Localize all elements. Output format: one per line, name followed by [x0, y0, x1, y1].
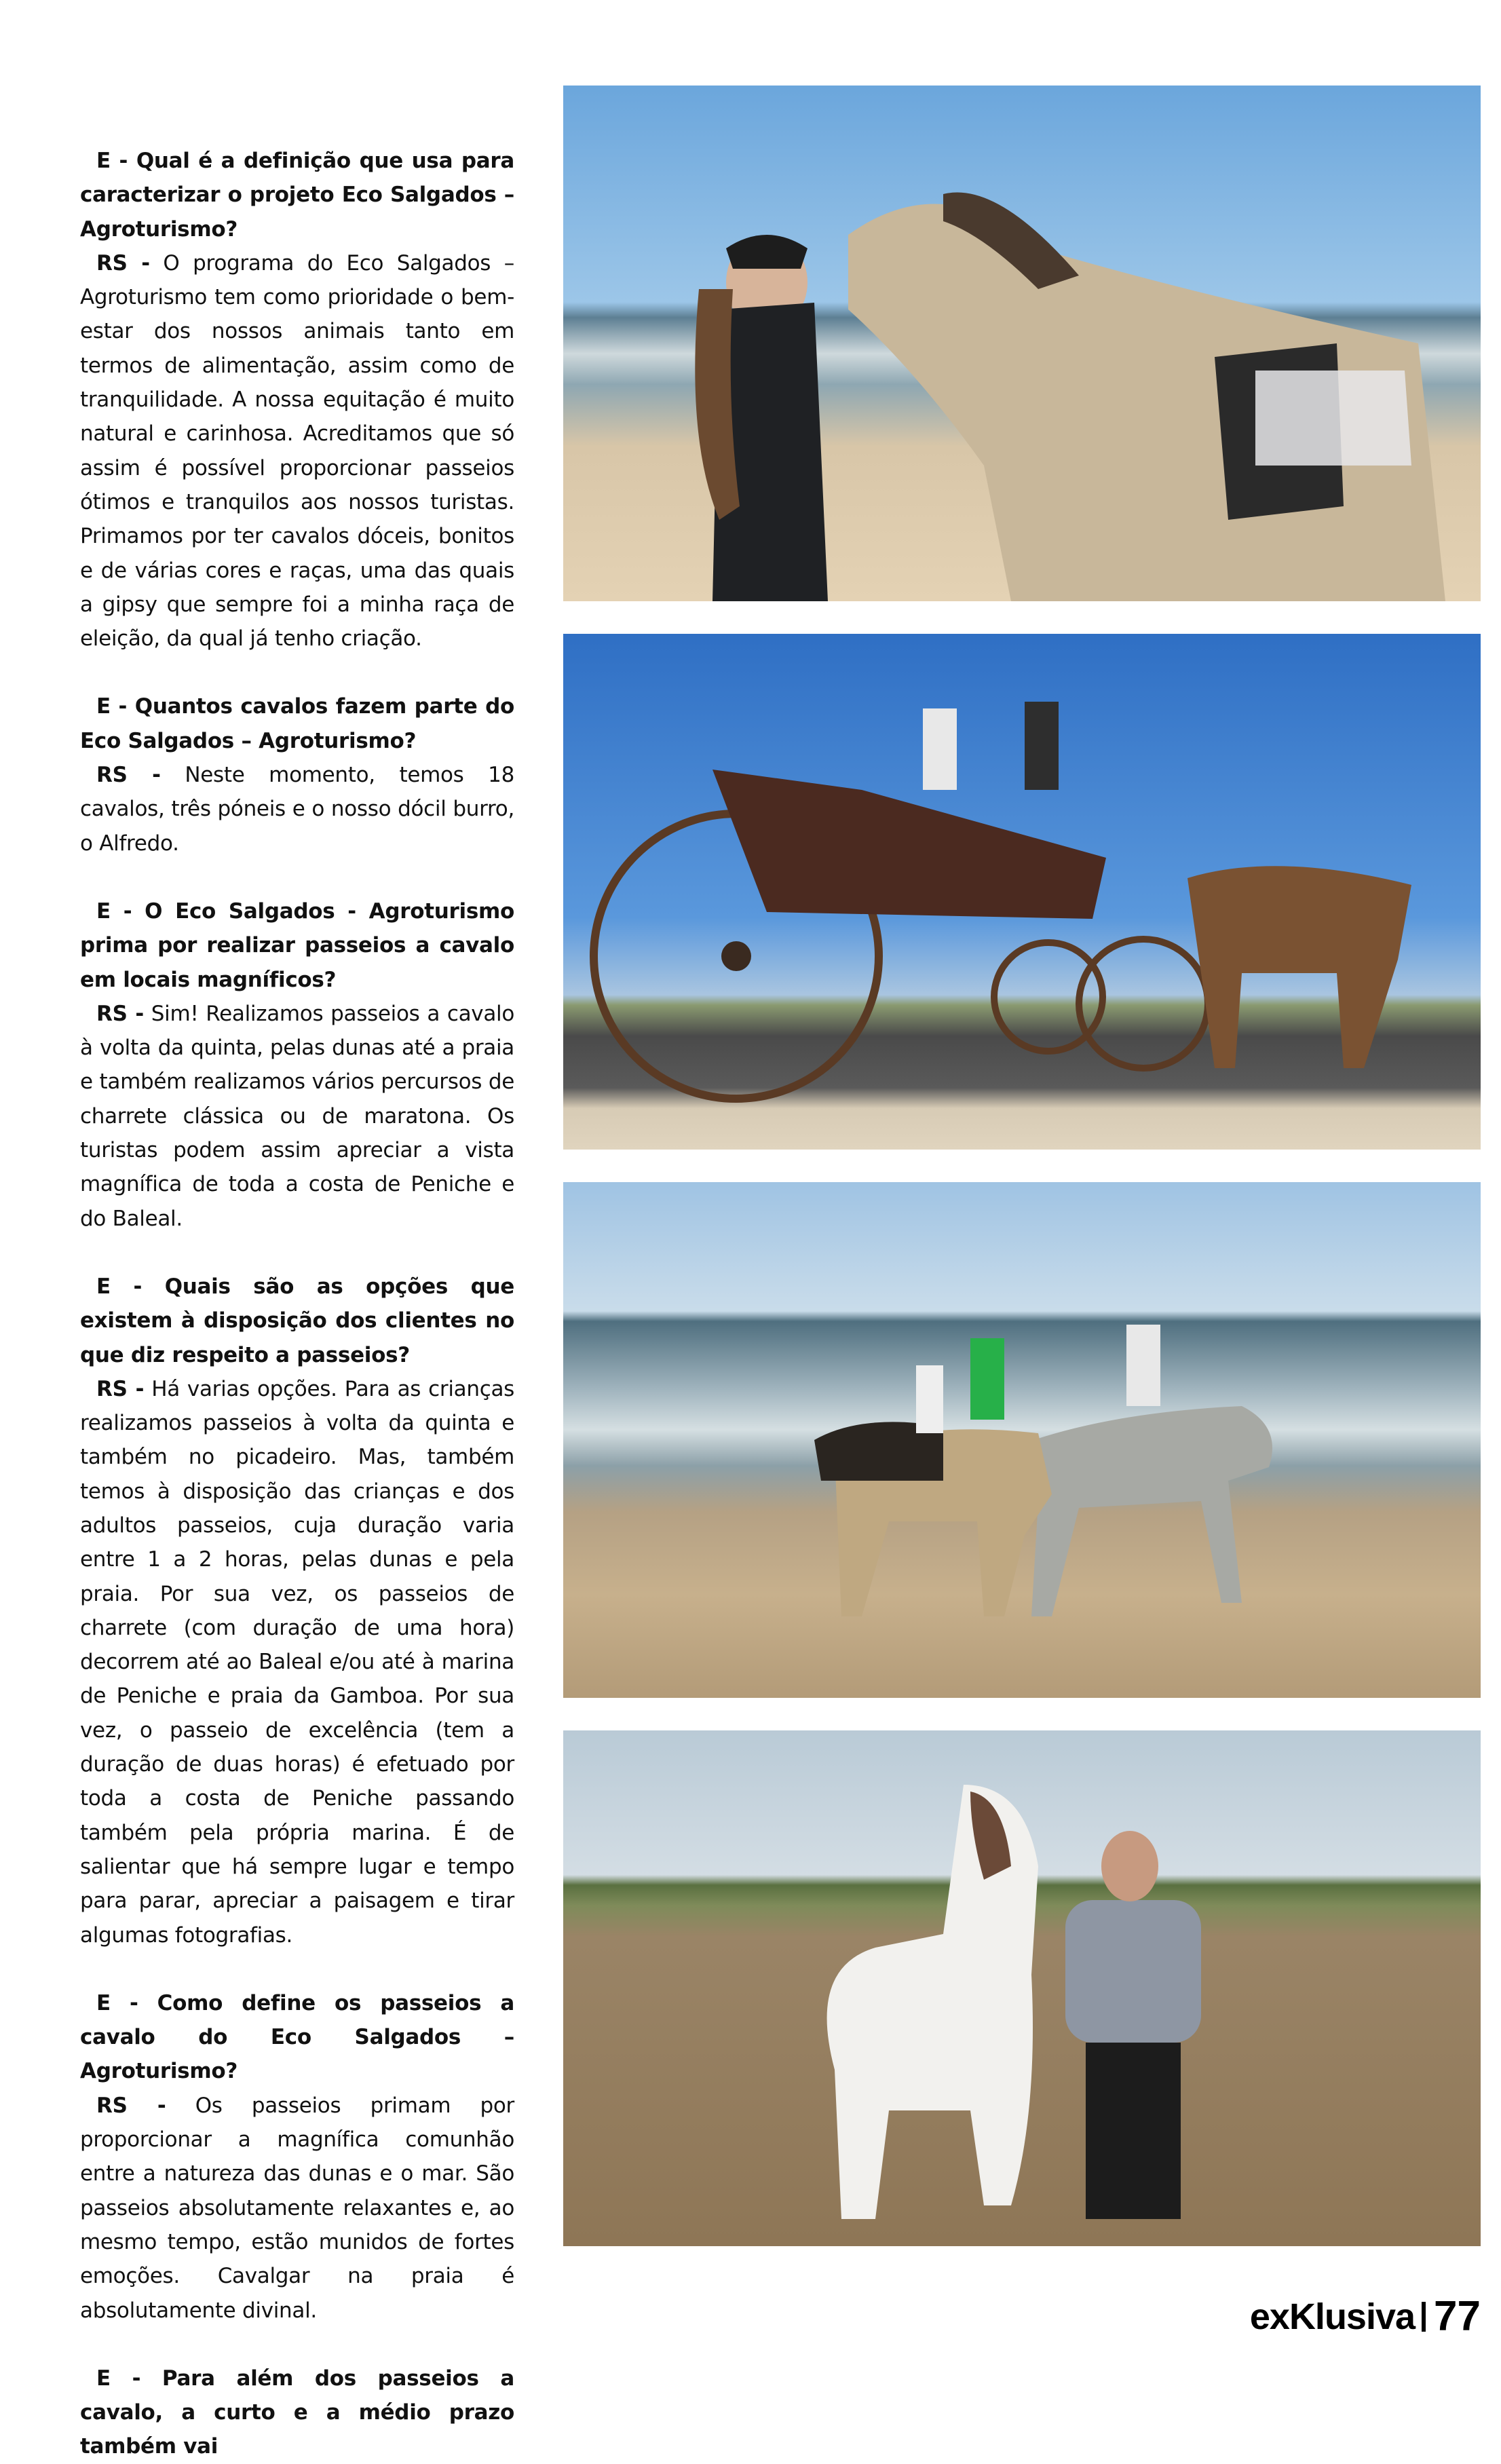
answer-2 — [80, 758, 514, 860]
horse-and-man-illustration — [563, 1730, 1481, 2246]
answer-text: Há varias opções. Para as crianças realizamos passeios à volta da quinta e também no picadeiro. Mas, também temos à disposição das crianças e dos adultos passeios, cuja duração varia entre 1 a 2 horas, pelas dunas e pela praia. Por sua vez, os passeios de charrete (com duração de uma hora) decorrem até ao Baleal e/ou até à marina de Peniche e praia da Gamboa. Por sua vez, o passeio de excelência (tem a duração de duas horas) é efetuado por toda a costa de Peniche passando também pela própria marina. É de salientar que há sempre lugar e tempo para parar, apreciar a paisagem e tirar algumas fotografias. — [80, 1376, 514, 1948]
speaker-label: RS - — [96, 763, 161, 788]
question-5: E - Como define os passeios a cavalo do Eco Salgados – Agroturismo? — [80, 1990, 514, 2084]
answer-text: O programa do Eco Salgados – Agroturismo tem como prioridade o bem-estar dos nossos animais tanto em termos de alimentação, assim como de tranquilidade. A nossa equitação é muito natural e carinhosa. Acreditamos que só assim é possível proporcionar passeios ótimos e tranquilos aos nossos turistas. Primamos por ter cavalos dóceis, bonitos e de várias cores e raças, uma das quais a gipsy que sempre foi a minha raça de eleição, da qual já tenho criação. — [80, 250, 515, 651]
answer-5 — [80, 2089, 514, 2328]
horse-illustration — [563, 86, 1481, 601]
footer-divider — [1422, 2302, 1426, 2332]
question-2: E - Quantos cavalos fazem parte do Eco Salgados – Agroturismo? — [80, 694, 514, 753]
answer-text: Os passeios primam por proporcionar a magnífica comunhão entre a natureza das dunas e o mar. São passeios absolutamente relaxantes e, ao mesmo tempo, estão munidos de fortes emoções. Cavalgar na praia é absolutamente divinal. — [80, 2093, 514, 2323]
answer-1 — [80, 246, 514, 656]
question-6: E - Para além dos passeios a cavalo, a curto e a médio prazo também vai — [80, 2366, 514, 2459]
page-number: 77 — [1434, 2293, 1481, 2340]
answer-text: Neste momento, temos 18 cavalos, três póneis e o nosso dócil burro, o Alfredo. — [80, 763, 514, 856]
question-4: E - Quais são as opções que existem à disposição dos clientes no que diz respeito a passeios? — [80, 1274, 514, 1367]
question-3: E - O Eco Salgados - Agroturismo prima por realizar passeios a cavalo em locais magníficos? — [80, 898, 514, 992]
question-1: E - Qual é a definição que usa para caracterizar o projeto Eco Salgados – Agroturismo? — [80, 149, 514, 242]
article-column — [80, 144, 514, 2464]
answer-4 — [80, 1372, 514, 1952]
magazine-logo: exKlusiva — [1249, 2296, 1416, 2337]
speaker-label: RS - — [96, 1376, 145, 1401]
photo-horse-riders-on-beach — [563, 1182, 1481, 1698]
photo-carriage-ride — [563, 634, 1481, 1150]
answer-3 — [80, 997, 514, 1236]
speaker-label: RS - — [96, 2093, 166, 2118]
riders-illustration — [563, 1182, 1481, 1698]
speaker-label: RS - — [96, 1001, 144, 1026]
speaker-label: RS - — [96, 250, 150, 276]
answer-text: Sim! Realizamos passeios a cavalo à volta da quinta, pelas dunas até a praia e também realizamos vários percursos de charrete clássica ou de maratona. Os turistas podem assim apreciar a vista magnífica de toda a costa de Peniche e do Baleal. — [80, 1001, 514, 1231]
photo-girl-with-horse-on-beach — [563, 86, 1481, 601]
photo-man-with-white-horse — [563, 1730, 1481, 2246]
page-footer — [1250, 2292, 1481, 2340]
carriage-illustration — [563, 634, 1481, 1150]
